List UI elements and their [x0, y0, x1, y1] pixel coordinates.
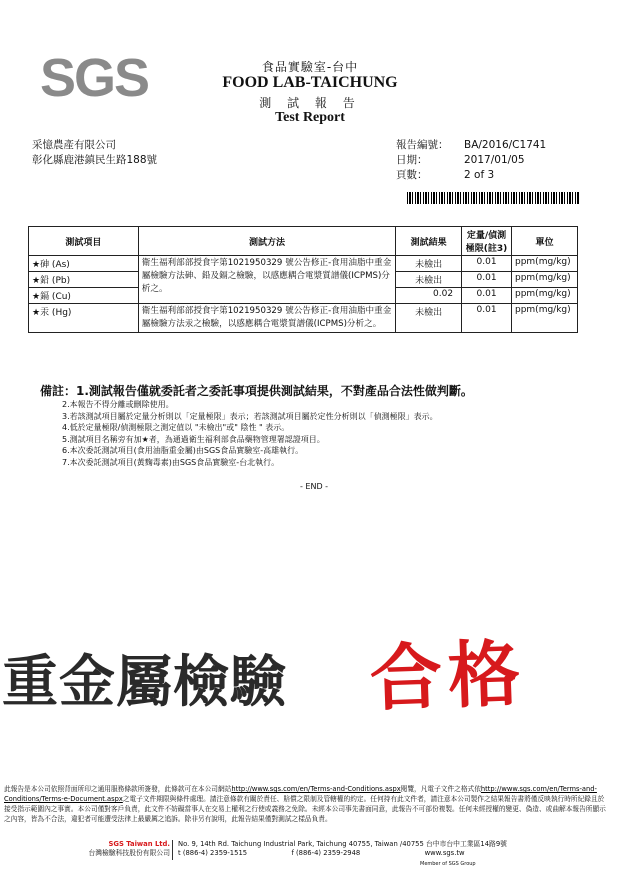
- lab-title-cn: 食品實驗室-台中: [261, 60, 359, 74]
- fine-print-part: 閱覽，凡電子文件之格式依: [400, 785, 481, 793]
- row-unit: ppm(mg/kg): [511, 288, 577, 304]
- footer-web[interactable]: www.sgs.tw: [424, 849, 465, 857]
- row-result: 未檢出: [396, 256, 462, 272]
- report-date: 2017/01/05: [464, 154, 525, 166]
- client-address: 彰化縣鹿港鎮民生路188號: [32, 154, 158, 166]
- end-marker: - END -: [300, 482, 329, 491]
- table-row: [29, 256, 578, 272]
- note-6: 6.本次委託測試項目(食用油脂重金屬)由SGS食品實驗室-高雄執行。: [62, 446, 304, 455]
- row-item: ★汞 (Hg): [29, 304, 139, 333]
- fine-print-part: 此報告是本公司依照背面所印之通用服務條款所簽發，此條款可在本公司網站: [4, 785, 232, 793]
- report-page-row: [396, 167, 494, 182]
- report-title-en: Test Report: [275, 110, 345, 125]
- footer-company-cn: 台灣檢驗科技股份有限公司: [88, 849, 170, 857]
- note-4: 4.低於定量極限/偵測極限之測定值以 "未檢出"或" 陰性 " 表示。: [62, 423, 290, 432]
- footer-contact: [178, 840, 507, 858]
- row-unit: ppm(mg/kg): [511, 256, 577, 272]
- fine-print-part: 之電子文件期限與條件處理。請注意條款有關於責任、賠償之限制及管轄權的約定。任何持有此文件者，請注意本公司製作之結果報告書將僅反映執行時所紀錄且於接受指示範圍內之事實。本公司僅對客戶負責，此文件不妨礙當事人在交易上權利之行使或義務之免除。未經本公司事先書面同意，此報告不可部份複製。任何未經授權的變更、偽造、或曲解本報告所顯示之內容，皆為不合法，違犯者可能遭受法律上最嚴厲之追訴。除非另有說明，此報告結果僅對測試之樣品負責。: [4, 795, 606, 823]
- row-limit: 0.01: [462, 256, 512, 272]
- fine-print: [4, 784, 610, 824]
- table-row: [29, 304, 578, 333]
- report-number: BA/2016/C1741: [464, 139, 547, 151]
- report-page-label: 頁數：: [396, 169, 428, 181]
- e-document-terms-link[interactable]: http://www.sgs.com/en/Terms-and-Conditions/Terms-e-Document.aspx: [4, 785, 597, 803]
- row-method: 衛生福利部部授食字第1021950329 號公告修正-食用油脂中重金屬檢驗方法汞之檢驗，以感應耦合電漿質譜儀(ICPMS)分析之。: [138, 304, 395, 333]
- results-table: [28, 226, 578, 333]
- header-method: 測試方法: [138, 227, 395, 256]
- note-7: 7.本次委託測試項目(黃麴毒素)由SGS食品實驗室-台北執行。: [62, 457, 280, 467]
- note-3: 3.若該測試項目屬於定量分析則以「定量極限」表示；若該測試項目屬於定性分析則以「偵測極限」表示。: [62, 411, 438, 421]
- footer-address: No. 9, 14th Rd. Taichung Industrial Park, Taichung 40755, Taiwan /40755 台中市台中工業區14路9號: [178, 840, 507, 848]
- row-result: 未檢出: [396, 304, 462, 333]
- note-5: 5.測試項目名稱旁有加★者，為通過衛生福利部食品藥物管理署認證項目。: [62, 434, 325, 444]
- footer-tel: t (886-4) 2359-1515: [178, 849, 248, 857]
- row-item: ★砷 (As): [29, 256, 139, 272]
- table-header-row: [29, 227, 578, 256]
- row-item: ★鉛 (Pb): [29, 272, 139, 288]
- footer-company: [60, 840, 170, 858]
- footer-company-en: SGS Taiwan Ltd.: [108, 840, 170, 848]
- row-item: ★鎘 (Cu): [29, 288, 139, 304]
- terms-link[interactable]: http://www.sgs.com/en/Terms-and-Conditions.aspx: [231, 785, 401, 793]
- header-result: 測試結果: [396, 227, 462, 256]
- row-unit: ppm(mg/kg): [511, 272, 577, 288]
- header-unit: 單位: [511, 227, 577, 256]
- report-number-row: [396, 137, 546, 152]
- lab-title-en: FOOD LAB-TAICHUNG: [222, 74, 398, 91]
- row-unit: ppm(mg/kg): [511, 304, 577, 333]
- barcode: [407, 192, 579, 204]
- footer-fax: f (886-4) 2359-2948: [291, 849, 361, 857]
- row-limit: 0.01: [462, 288, 512, 304]
- notes: [40, 384, 473, 468]
- report-date-label: 日期：: [396, 154, 428, 166]
- pass-stamp: 合格: [368, 631, 528, 721]
- row-result: 未檢出: [396, 272, 462, 288]
- client-name: 采憶農產有限公司: [32, 139, 116, 151]
- note-2: 2.本報告不得分離或刪除使用。: [62, 400, 174, 409]
- report-number-label: 報告編號：: [396, 139, 449, 151]
- row-result: 0.02: [396, 288, 462, 304]
- report-page: 2 of 3: [464, 169, 495, 181]
- header-item: 測試項目: [29, 227, 139, 256]
- header-limit: 定量/偵測極限(註3): [462, 227, 512, 256]
- row-limit: 0.01: [462, 304, 512, 333]
- banner-text: 重金屬檢驗: [2, 650, 287, 715]
- row-limit: 0.01: [462, 272, 512, 288]
- row-method: 衛生福利部部授食字第1021950329 號公告修正-食用油脂中重金屬檢驗方法砷、鉛及鎘之檢驗，以感應耦合電漿質譜儀(ICPMS)分析之。: [138, 256, 395, 304]
- report-date-row: [396, 152, 525, 167]
- member-of-sgs-group: Member of SGS Group: [420, 861, 476, 867]
- sgs-logo: SGS: [40, 48, 149, 108]
- footer-divider: [172, 840, 173, 860]
- note-1: 備註：1.測試報告僅就委託者之委託事項提供測試結果，不對產品合法性做判斷。: [40, 384, 473, 398]
- report-title-cn: 測 試 報 告: [259, 96, 361, 110]
